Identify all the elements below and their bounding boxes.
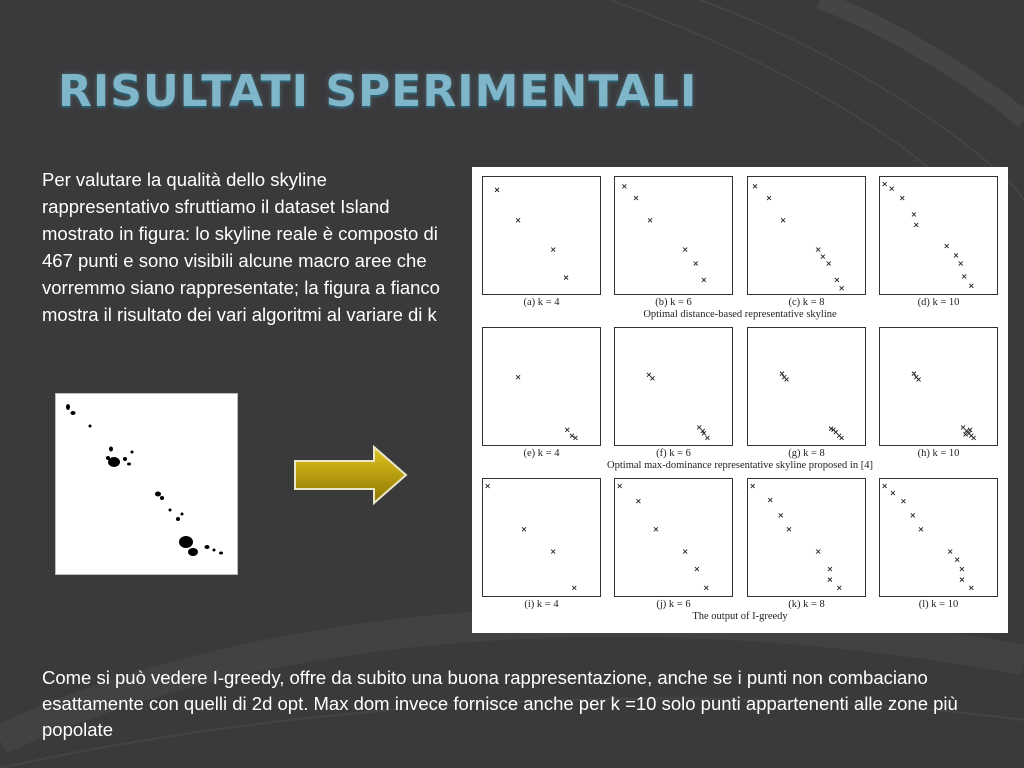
skyline-point bbox=[565, 428, 569, 432]
skyline-point bbox=[636, 499, 640, 503]
skyline-point bbox=[972, 436, 976, 440]
row-caption: Optimal distance-based representative skyline bbox=[643, 309, 837, 320]
skyline-point bbox=[768, 498, 772, 502]
skyline-point bbox=[551, 550, 555, 554]
skyline-point bbox=[648, 218, 652, 222]
skyline-point bbox=[780, 372, 784, 376]
skyline-point bbox=[516, 375, 520, 379]
skyline-point bbox=[962, 274, 966, 278]
scatter-plot bbox=[483, 479, 600, 596]
skyline-point bbox=[551, 248, 555, 252]
skyline-point bbox=[683, 550, 687, 554]
skyline-point bbox=[753, 184, 757, 188]
skyline-point bbox=[695, 567, 699, 571]
skyline-point bbox=[821, 255, 825, 259]
skyline-point bbox=[697, 425, 701, 429]
skyline-point bbox=[883, 182, 887, 186]
right-arrow-icon bbox=[292, 444, 410, 506]
panel-label: (j) k = 6 bbox=[656, 599, 691, 610]
skyline-point bbox=[694, 262, 698, 266]
scatter-plot bbox=[483, 328, 600, 445]
skyline-point bbox=[704, 586, 708, 590]
scatter-plot bbox=[483, 177, 600, 294]
panel-label: (c) k = 8 bbox=[788, 297, 825, 308]
skyline-point bbox=[840, 286, 844, 290]
skyline-point bbox=[827, 262, 831, 266]
skyline-point bbox=[891, 491, 895, 495]
panel-label: (l) k = 10 bbox=[918, 599, 959, 610]
skyline-point bbox=[917, 377, 921, 381]
scatter-plot bbox=[615, 479, 732, 596]
skyline-point bbox=[911, 513, 915, 517]
skyline-point bbox=[618, 484, 622, 488]
skyline-point bbox=[572, 586, 576, 590]
skyline-point bbox=[495, 188, 499, 192]
scatter-plot bbox=[880, 328, 997, 445]
skyline-point bbox=[622, 184, 626, 188]
row-caption: Optimal max-dominance representative skyline proposed in [4] bbox=[607, 460, 873, 471]
skyline-point bbox=[969, 284, 973, 288]
scatter-panel bbox=[879, 327, 998, 446]
skyline-results-figure bbox=[472, 167, 1008, 633]
scatter-panel bbox=[879, 478, 998, 597]
skyline-point bbox=[705, 436, 709, 440]
scatter-plot bbox=[880, 177, 997, 294]
skyline-point bbox=[702, 278, 706, 282]
skyline-point bbox=[883, 484, 887, 488]
skyline-point bbox=[570, 434, 574, 438]
skyline-point bbox=[945, 244, 949, 248]
skyline-point bbox=[914, 223, 918, 227]
panel-label: (a) k = 4 bbox=[523, 297, 560, 308]
scatter-panel bbox=[614, 327, 733, 446]
skyline-point bbox=[840, 436, 844, 440]
island-dataset-image bbox=[55, 393, 238, 575]
skyline-point bbox=[683, 248, 687, 252]
scatter-plot bbox=[748, 177, 865, 294]
skyline-point bbox=[486, 484, 490, 488]
scatter-plot bbox=[748, 328, 865, 445]
scatter-panel bbox=[482, 327, 601, 446]
panel-label: (g) k = 8 bbox=[788, 448, 825, 459]
skyline-point bbox=[963, 432, 967, 436]
skyline-point bbox=[959, 262, 963, 266]
skyline-point bbox=[919, 527, 923, 531]
panel-label: (d) k = 10 bbox=[917, 297, 960, 308]
skyline-point bbox=[901, 499, 905, 503]
skyline-point bbox=[961, 425, 965, 429]
row-caption: The output of I-greedy bbox=[692, 611, 788, 622]
skyline-point bbox=[960, 567, 964, 571]
panel-label: (b) k = 6 bbox=[655, 297, 692, 308]
scatter-plot bbox=[615, 328, 732, 445]
slide-title: RISULTATI SPERIMENTALI bbox=[58, 66, 698, 117]
panel-label: (f) k = 6 bbox=[656, 448, 691, 459]
skyline-point bbox=[634, 196, 638, 200]
scatter-panel bbox=[879, 176, 998, 295]
skyline-point bbox=[969, 586, 973, 590]
scatter-panel bbox=[482, 176, 601, 295]
skyline-point bbox=[647, 373, 651, 377]
skyline-point bbox=[816, 550, 820, 554]
skyline-point bbox=[837, 586, 841, 590]
skyline-point bbox=[564, 276, 568, 280]
conclusion-paragraph: Come si può vedere I-greedy, offre da subito una buona rappresentazione, anche se i punti non combaciano esattamente con quelli di 2d opt. Max dom invece fornisce anche per k =10 solo punti appartenenti alle zone più popolate bbox=[42, 667, 958, 740]
skyline-point bbox=[767, 196, 771, 200]
skyline-point bbox=[522, 527, 526, 531]
skyline-point bbox=[968, 428, 972, 432]
skyline-point bbox=[948, 550, 952, 554]
skyline-point bbox=[828, 567, 832, 571]
scatter-plot bbox=[748, 479, 865, 596]
scatter-panel bbox=[614, 176, 733, 295]
skyline-point bbox=[654, 527, 658, 531]
skyline-point bbox=[816, 248, 820, 252]
skyline-point bbox=[912, 212, 916, 216]
scatter-panel bbox=[614, 478, 733, 597]
scatter-panel bbox=[747, 478, 866, 597]
scatter-plot bbox=[615, 177, 732, 294]
scatter-panel bbox=[482, 478, 601, 597]
skyline-point bbox=[954, 253, 958, 257]
scatter-plot bbox=[880, 479, 997, 596]
scatter-panel bbox=[747, 176, 866, 295]
panel-label: (k) k = 8 bbox=[788, 599, 825, 610]
skyline-point bbox=[781, 218, 785, 222]
panel-label: (e) k = 4 bbox=[523, 448, 560, 459]
skyline-point bbox=[828, 578, 832, 582]
panel-label: (i) k = 4 bbox=[524, 599, 559, 610]
scatter-panel bbox=[747, 327, 866, 446]
skyline-point bbox=[960, 578, 964, 582]
skyline-point bbox=[900, 196, 904, 200]
island-dataset-plot bbox=[56, 394, 237, 574]
panel-label: (h) k = 10 bbox=[917, 448, 960, 459]
skyline-point bbox=[787, 527, 791, 531]
skyline-point bbox=[955, 558, 959, 562]
skyline-point bbox=[516, 218, 520, 222]
skyline-point bbox=[573, 436, 577, 440]
skyline-point bbox=[779, 513, 783, 517]
skyline-point bbox=[785, 377, 789, 381]
skyline-point bbox=[912, 372, 916, 376]
skyline-point bbox=[890, 187, 894, 191]
intro-paragraph: Per valutare la qualità dello skyline rappresentativo sfruttiamo il dataset Island mostrato in figura: lo skyline reale è composto di 467 punti e sono visibili alcune macro aree che vorremmo siano rappresentate; la figura a fianco mostra il risultato dei vari algoritmi al variare di k bbox=[42, 169, 440, 325]
skyline-point bbox=[835, 278, 839, 282]
skyline-point bbox=[650, 376, 654, 380]
skyline-point bbox=[751, 484, 755, 488]
